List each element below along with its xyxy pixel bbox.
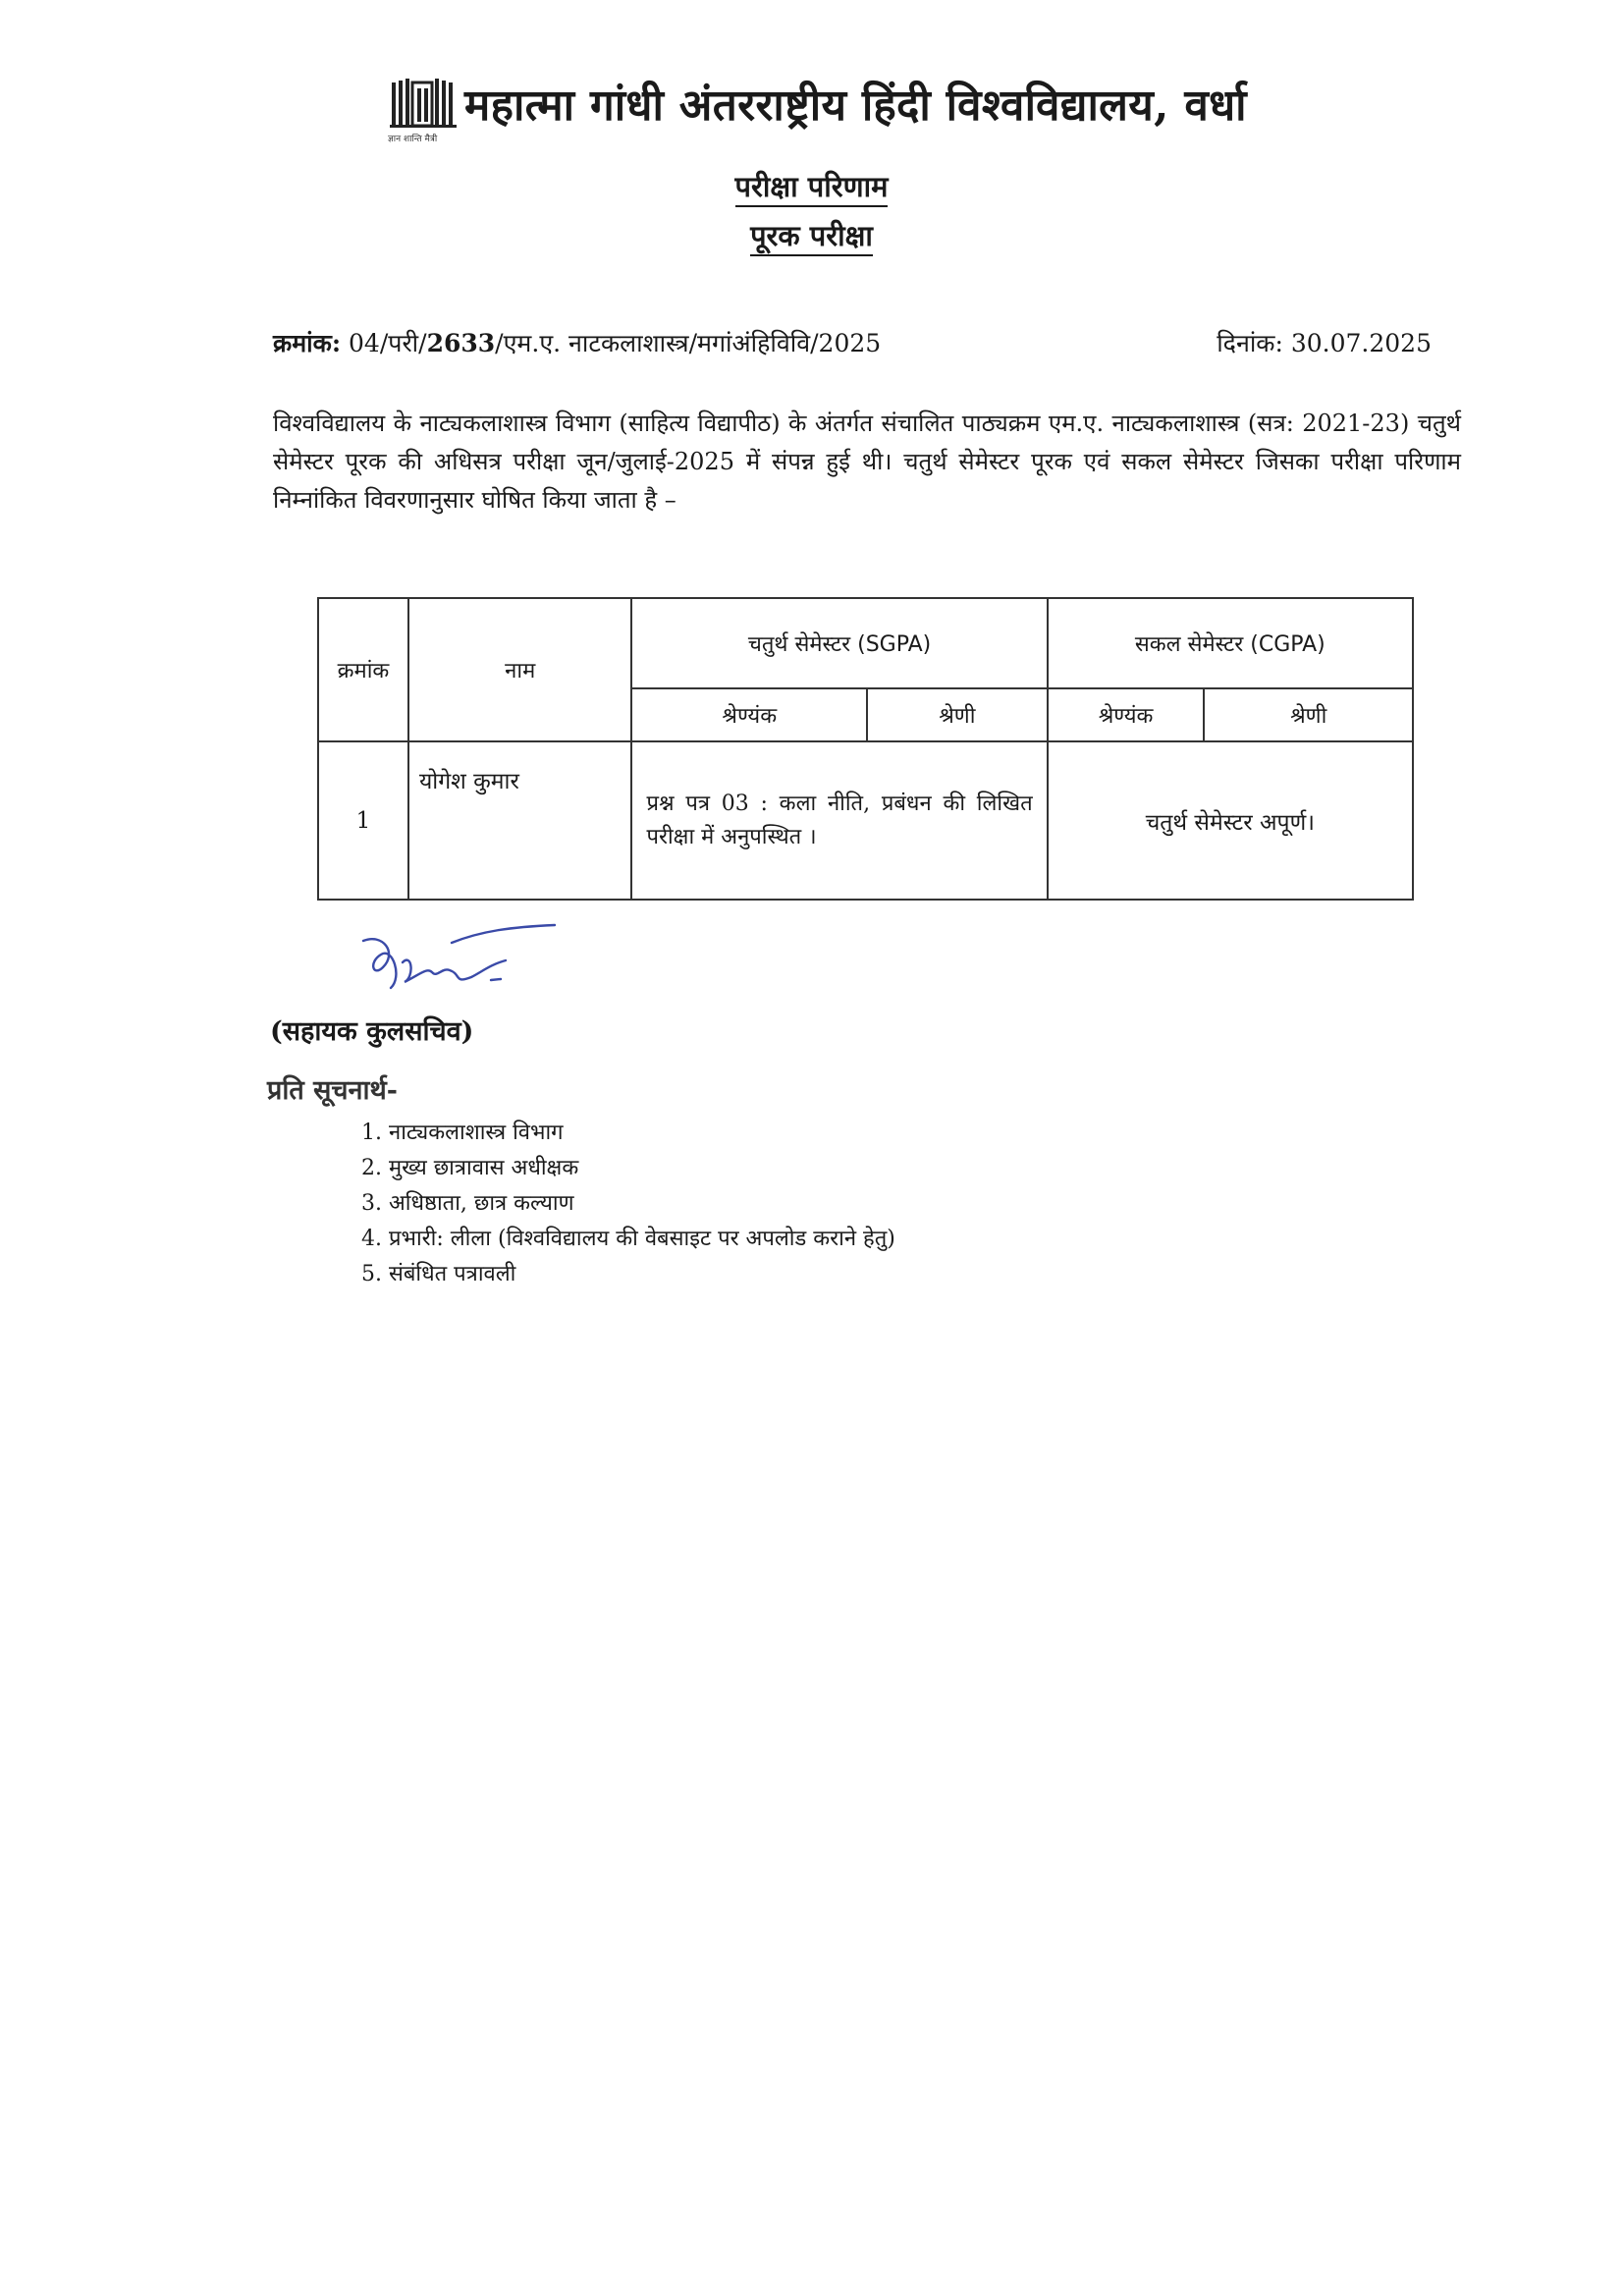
list-item: 5. संबंधित पत्रावली — [361, 1262, 516, 1286]
column-header-name: नाम — [408, 598, 632, 741]
list-item: 4. प्रभारी: लीला (विश्वविद्यालय की वेबसाइट पर अपलोड कराने हेतु) — [361, 1227, 895, 1251]
university-name: महात्मा गांधी अंतरराष्ट्रीय हिंदी विश्वविद्यालय, वर्धा — [464, 81, 1247, 131]
notice-paragraph: विश्वविद्यालय के नाट्यकलाशास्त्र विभाग (साहित्य विद्यापीठ) के अंतर्गत संचालित पाठ्यक्रम एम.ए. नाट्यकलाशास्त्र (सत्र: 2021-23) चतुर्थ सेमेस्टर पूरक की अधिसत्र परीक्षा जून/जुलाई-2025 में संपन्न हुई थी। चतुर्थ सेमेस्टर पूरक एवं सकल सेमेस्टर जिसका परीक्षा परिणाम निम्नांकित विवरणानुसार घोषित किया जाता है – — [273, 410, 1461, 514]
notice-subtitle: पूरक परीक्षा — [0, 216, 1623, 254]
signature-image — [344, 923, 560, 1011]
list-item: 1. नाट्यकलाशास्त्र विभाग — [361, 1121, 564, 1145]
sgpa-grade-header: श्रेणी — [867, 688, 1048, 741]
reference-date: दिनांक: 30.07.2025 — [1217, 329, 1432, 357]
list-item: 3. अधिष्ठाता, छात्र कल्याण — [361, 1191, 574, 1216]
cell-serial: 1 — [318, 741, 408, 900]
cell-sgpa-remark: प्रश्न पत्र 03 : कला नीति, प्रबंधन की लिखित परीक्षा में अनुपस्थित । — [631, 741, 1047, 900]
cell-cgpa-remark: चतुर्थ सेमेस्टर अपूर्ण। — [1048, 741, 1413, 900]
result-table — [317, 597, 1414, 901]
copy-to-list — [361, 1116, 895, 1292]
signatory-designation: (सहायक कुलसचिव) — [270, 1016, 474, 1047]
copy-to-title: प्रति सूचनार्थ- — [267, 1075, 398, 1106]
column-header-serial: क्रमांक — [318, 598, 408, 741]
sgpa-grade-point-header: श्रेण्यंक — [631, 688, 867, 741]
university-motto: ज्ञान शान्ति मैत्री — [388, 135, 438, 144]
table-row — [318, 741, 1413, 900]
notice-title: परीक्षा परिणाम — [0, 167, 1623, 205]
cell-student-name: योगेश कुमार — [408, 741, 632, 900]
table-header-row — [318, 598, 1413, 688]
list-item: 2. मुख्य छात्रावास अधीक्षक — [361, 1156, 579, 1180]
cgpa-grade-point-header: श्रेण्यंक — [1048, 688, 1205, 741]
letterhead — [388, 77, 1370, 145]
column-header-cgpa: सकल सेमेस्टर (CGPA) — [1048, 598, 1413, 688]
reference-number: क्रमांक: 04/परी/2633/एम.ए. नाटकलाशास्त्र/मगांअंहिविवि/2025 — [273, 329, 882, 357]
column-header-sgpa: चतुर्थ सेमेस्टर (SGPA) — [631, 598, 1047, 688]
cgpa-grade-header: श्रेणी — [1204, 688, 1413, 741]
